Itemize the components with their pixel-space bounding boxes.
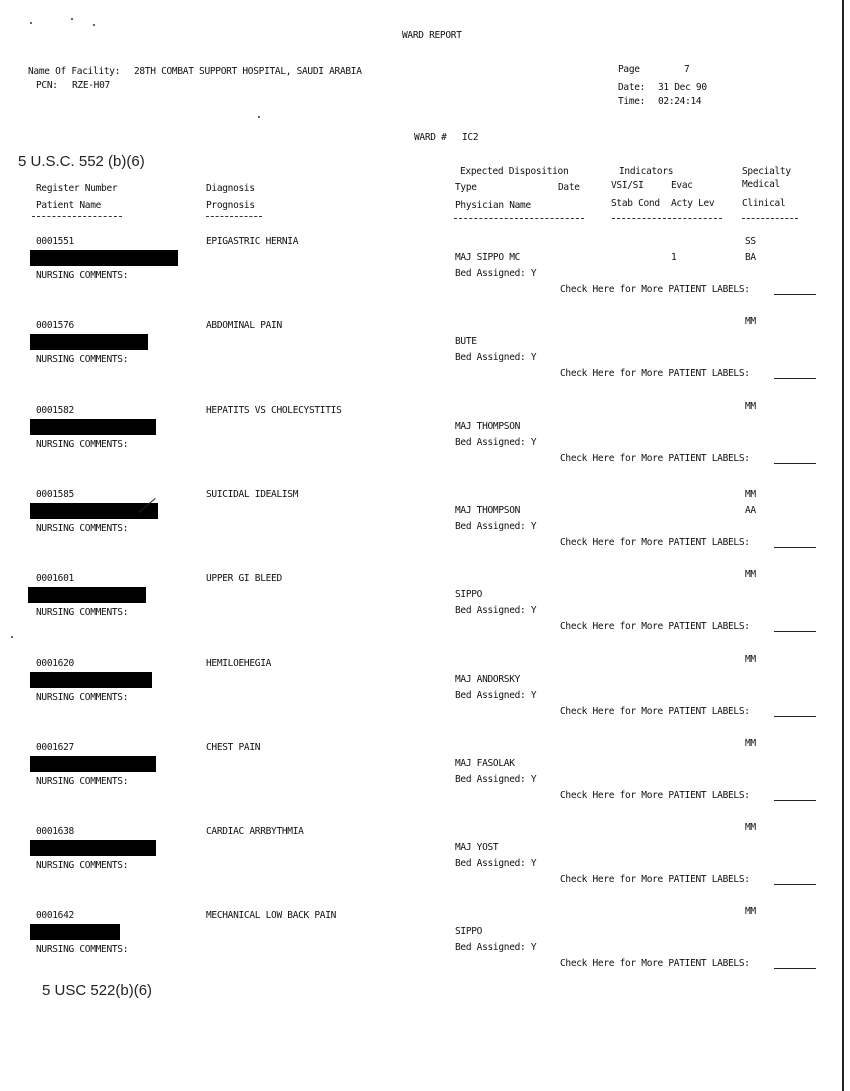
check-here-patient-labels: Check Here for More PATIENT LABELS:: [560, 705, 750, 717]
page-edge: [842, 0, 844, 1091]
nursing-comments-label: NURSING COMMENTS:: [36, 691, 129, 703]
col-medical: Medical: [742, 179, 780, 190]
col-acty-lev: Acty Lev: [671, 198, 715, 209]
nursing-comments-label: NURSING COMMENTS:: [36, 438, 129, 450]
check-here-patient-labels: Check Here for More PATIENT LABELS:: [560, 621, 750, 633]
facility-label: Name Of Facility:: [28, 66, 121, 77]
col-stab-cond: Stab Cond: [611, 198, 660, 209]
physician-name: MAJ THOMPSON: [455, 420, 521, 432]
pcn-value: RZE-H07: [72, 80, 110, 91]
specialty-medical: MM: [745, 653, 756, 665]
bed-assigned: Bed Assigned: Y: [455, 773, 537, 785]
check-here-patient-labels: Check Here for More PATIENT LABELS:: [560, 284, 750, 295]
register-number: 0001620: [36, 657, 74, 669]
register-number: 0001638: [36, 826, 74, 838]
register-number: 0001576: [36, 320, 74, 332]
scan-speck: [30, 22, 32, 24]
physician-name: MAJ SIPPO MC: [455, 252, 521, 263]
redacted-patient-name: [30, 250, 178, 266]
redacted-patient-name: [30, 334, 148, 350]
col-patient-name: Patient Name: [36, 200, 102, 211]
specialty-clinical: AA: [745, 504, 756, 516]
scan-speck: [258, 116, 260, 118]
physician-name: MAJ ANDORSKY: [455, 673, 521, 685]
check-here-patient-labels: Check Here for More PATIENT LABELS:: [560, 536, 750, 548]
redacted-patient-name: [30, 756, 156, 772]
physician-name: MAJ FASOLAK: [455, 757, 515, 769]
diagnosis: EPIGASTRIC HERNIA: [206, 236, 299, 247]
col-type: Type: [455, 182, 477, 193]
register-number: 0001582: [36, 404, 74, 416]
ward-value: IC2: [462, 132, 479, 143]
diagnosis: MECHANICAL LOW BACK PAIN: [206, 910, 337, 922]
page-number: 7: [684, 64, 690, 75]
diagnosis: ABDOMINAL PAIN: [206, 320, 282, 332]
header-rule: [454, 218, 584, 219]
physician-name: SIPPO: [455, 589, 483, 601]
bed-assigned: Bed Assigned: Y: [455, 352, 537, 364]
bed-assigned: Bed Assigned: Y: [455, 268, 537, 279]
specialty-medical: SS: [745, 236, 756, 247]
header-rule: [206, 216, 262, 217]
patient-labels-blank: [774, 547, 816, 548]
redacted-patient-name: [30, 419, 156, 435]
diagnosis: HEMILOEHEGIA: [206, 657, 272, 669]
redacted-patient-name: [28, 587, 146, 603]
scan-speck: [93, 24, 95, 26]
evac-indicator: 1: [671, 252, 677, 263]
patient-labels-blank: [774, 631, 816, 632]
date-value: 31 Dec 90: [658, 82, 707, 93]
physician-name: BUTE: [455, 336, 477, 348]
col-diagnosis: Diagnosis: [206, 183, 255, 194]
col-vsi-si: VSI/SI: [611, 180, 644, 191]
header-rule: [612, 218, 722, 219]
col-physician-name: Physician Name: [455, 200, 531, 211]
redacted-patient-name: [30, 924, 120, 940]
facility-value: 28TH COMBAT SUPPORT HOSPITAL, SAUDI ARABIA: [134, 66, 362, 77]
page-label: Page: [618, 64, 640, 75]
diagnosis: UPPER GI BLEED: [206, 573, 282, 585]
patient-labels-blank: [774, 378, 816, 379]
redacted-patient-name: [30, 840, 156, 856]
nursing-comments-label: NURSING COMMENTS:: [36, 944, 129, 956]
register-number: 0001551: [36, 236, 74, 247]
register-number: 0001627: [36, 741, 74, 753]
time-label: Time:: [618, 96, 646, 107]
patient-labels-blank: [774, 463, 816, 464]
ward-label: WARD #: [414, 132, 447, 143]
check-here-patient-labels: Check Here for More PATIENT LABELS:: [560, 874, 750, 886]
check-here-patient-labels: Check Here for More PATIENT LABELS:: [560, 368, 750, 380]
nursing-comments-label: NURSING COMMENTS:: [36, 860, 129, 872]
specialty-medical: MM: [745, 737, 756, 749]
check-here-patient-labels: Check Here for More PATIENT LABELS:: [560, 958, 750, 970]
physician-name: MAJ YOST: [455, 842, 499, 854]
specialty-medical: MM: [745, 316, 756, 328]
nursing-comments-label: NURSING COMMENTS:: [36, 354, 129, 366]
patient-labels-blank: [774, 968, 816, 969]
diagnosis: HEPATITS VS CHOLECYSTITIS: [206, 404, 342, 416]
physician-name: MAJ THOMPSON: [455, 504, 521, 516]
col-indicators: Indicators: [619, 166, 674, 177]
check-here-patient-labels: Check Here for More PATIENT LABELS:: [560, 452, 750, 464]
nursing-comments-label: NURSING COMMENTS:: [36, 775, 129, 787]
check-here-patient-labels: Check Here for More PATIENT LABELS:: [560, 789, 750, 801]
header-rule: [742, 218, 798, 219]
specialty-medical: MM: [745, 569, 756, 581]
pcn-label: PCN:: [36, 80, 58, 91]
col-register-number: Register Number: [36, 183, 118, 194]
col-specialty: Specialty: [742, 166, 791, 177]
col-evac: Evac: [671, 180, 693, 191]
diagnosis: SUICIDAL IDEALISM: [206, 488, 299, 500]
scan-speck: [11, 636, 13, 638]
specialty-medical: MM: [745, 822, 756, 834]
report-title: WARD REPORT: [402, 30, 462, 41]
foia-exemption-stamp-bottom: 5 USC 522(b)(6): [42, 982, 153, 999]
diagnosis: CARDIAC ARRBYTHMIA: [206, 826, 304, 838]
physician-name: SIPPO: [455, 926, 483, 938]
register-number: 0001585: [36, 488, 74, 500]
bed-assigned: Bed Assigned: Y: [455, 689, 537, 701]
bed-assigned: Bed Assigned: Y: [455, 520, 537, 532]
nursing-comments-label: NURSING COMMENTS:: [36, 270, 129, 281]
patient-labels-blank: [774, 800, 816, 801]
register-number: 0001601: [36, 573, 74, 585]
specialty-clinical: BA: [745, 252, 756, 263]
specialty-medical: MM: [745, 906, 756, 918]
specialty-medical: MM: [745, 488, 756, 500]
bed-assigned: Bed Assigned: Y: [455, 858, 537, 870]
scan-speck: [71, 18, 73, 20]
nursing-comments-label: NURSING COMMENTS:: [36, 607, 129, 619]
diagnosis: CHEST PAIN: [206, 741, 261, 753]
col-clinical: Clinical: [742, 198, 786, 209]
register-number: 0001642: [36, 910, 74, 922]
bed-assigned: Bed Assigned: Y: [455, 942, 537, 954]
bed-assigned: Bed Assigned: Y: [455, 436, 537, 448]
patient-labels-blank: [774, 716, 816, 717]
header-rule: [32, 216, 122, 217]
nursing-comments-label: NURSING COMMENTS:: [36, 522, 129, 534]
bed-assigned: Bed Assigned: Y: [455, 605, 537, 617]
patient-labels-blank: [774, 884, 816, 885]
specialty-medical: MM: [745, 400, 756, 412]
col-date: Date: [558, 182, 580, 193]
date-label: Date:: [618, 82, 646, 93]
col-prognosis: Prognosis: [206, 200, 255, 211]
redacted-patient-name: [30, 672, 152, 688]
time-value: 02:24:14: [658, 96, 702, 107]
col-expected-disposition: Expected Disposition: [460, 166, 569, 177]
patient-labels-blank: [774, 294, 816, 295]
foia-exemption-stamp: 5 U.S.C. 552 (b)(6): [18, 153, 145, 170]
